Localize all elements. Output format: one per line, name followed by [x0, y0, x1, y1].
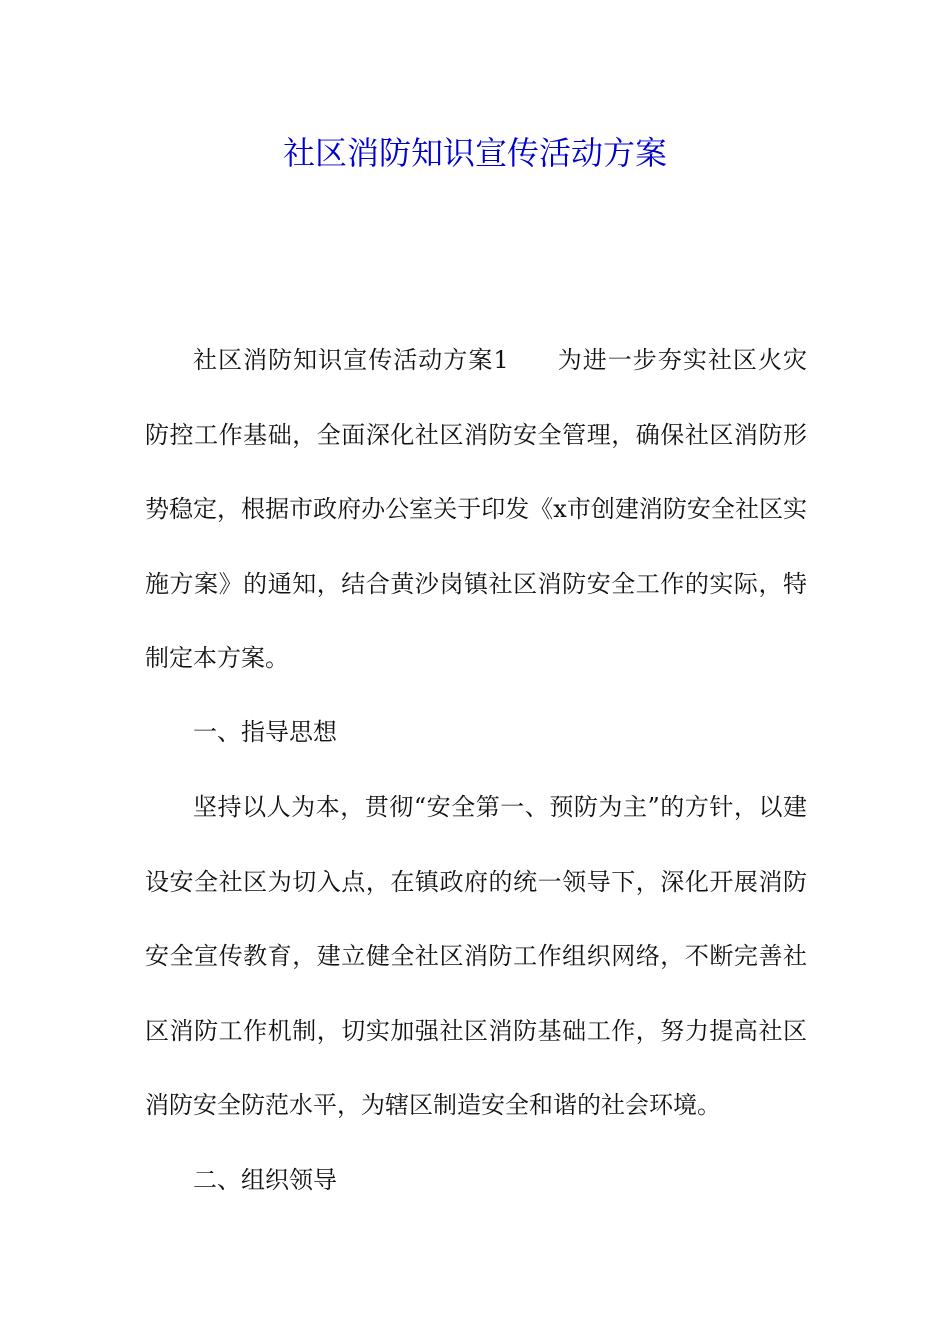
intro-text: 为进一步夯实社区火灾防控工作基础，全面深化社区消防安全管理，确保社区消防形势稳定，根据市政府办公室关于印发《x市创建消防安全社区实施方案》的通知，结合黄沙岗镇社区消防安全工作的实际，特制定本方案。: [145, 346, 807, 672]
intro-heading: 社区消防知识宣传活动方案1: [193, 346, 509, 374]
document-title: 社区消防知识宣传活动方案: [282, 134, 667, 172]
section1-heading: 一、指导思想: [193, 718, 337, 746]
intro-paragraph: [145, 323, 807, 696]
section1-paragraph: 坚持以人为本，贯彻“安全第一、预防为主”的方针，以建设安全社区为切入点，在镇政府的统一领导下，深化开展消防安全宣传教育，建立健全社区消防工作组织网络，不断完善社区消防工作机制，切实加强社区消防基础工作，努力提高社区消防安全防范水平，为辖区制造安全和谐的社会环境。: [145, 793, 807, 1119]
section2-heading: 二、组织领导: [193, 1166, 337, 1194]
